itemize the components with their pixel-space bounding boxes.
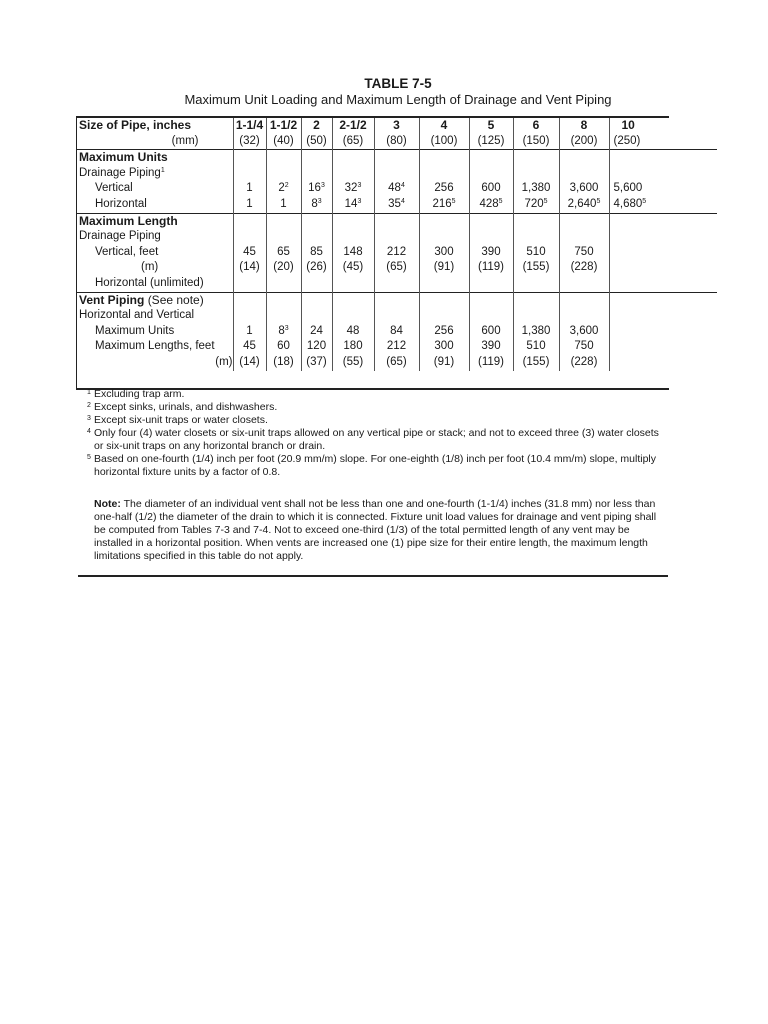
table-cell — [609, 324, 717, 340]
drainage-piping-row — [77, 166, 717, 182]
table-cell: 148 — [332, 245, 374, 261]
table-cell: (37) — [301, 355, 332, 371]
row-label: Horizontal (unlimited) — [95, 276, 204, 289]
bottom-rule — [78, 575, 668, 577]
section-heading: Vent Piping (See note) — [77, 292, 233, 308]
table-note — [94, 498, 668, 563]
table-cell: 45 — [233, 339, 266, 355]
row-label: Horizontal and Vertical — [79, 309, 195, 322]
table-cell: (14) — [233, 260, 266, 276]
table-cell: 85 — [301, 245, 332, 261]
size-mm-cell: (125) — [469, 134, 513, 150]
row-label: Maximum Units — [95, 324, 175, 337]
table-cell: 1 — [233, 181, 266, 197]
table-cell: 256 — [419, 181, 469, 197]
table-cell: 1 — [233, 324, 266, 340]
table-cell: (228) — [559, 260, 609, 276]
note-line: installed in a horizontal position. When vents are increased one (1) pipe size for their entire length, the maximum length — [94, 537, 648, 549]
row-label: Maximum Lengths, feet — [95, 340, 215, 353]
footnote-ref: 5 — [498, 197, 503, 205]
max-units-section-row — [77, 150, 717, 166]
table-row — [77, 181, 717, 197]
table-cell: (119) — [469, 355, 513, 371]
table-cell: 510 — [513, 245, 559, 261]
footnote-ref: 1 — [160, 166, 165, 174]
table-cell: 212 — [374, 339, 419, 355]
footnote-ref: 5 — [543, 197, 548, 205]
table-cell: $8^3$ — [266, 324, 301, 340]
footnote-ref: 5 — [642, 197, 647, 205]
note-line: Note: The diameter of an individual vent shall not be less than one and one-fourth (1-1/4) inches (31.8 mm) nor less than — [94, 498, 656, 510]
size-mm-cell: (32) — [233, 134, 266, 150]
table-cell: 3,600 — [559, 181, 609, 197]
table-cell: (91) — [419, 355, 469, 371]
table-cell: 24 — [301, 324, 332, 340]
table-cell: 1 — [266, 197, 301, 213]
table-number: TABLE 7-5 — [364, 76, 432, 91]
note-label: Note: — [94, 498, 121, 510]
footnote-ref: 3 — [357, 197, 362, 205]
row-label: Drainage Piping — [79, 230, 161, 243]
table-row — [77, 339, 717, 355]
note-line: limitations specified in this table do not apply. — [94, 550, 304, 562]
footnote-ref: 5 — [451, 197, 456, 205]
table-cell: (55) — [332, 355, 374, 371]
size-mm-cell: (200) — [559, 134, 609, 150]
note-line: be computed from Tables 7-3 and 7-4. Not to exceed one-third (1/3) of the total permitted length of any vent may be — [94, 524, 630, 536]
size-mm-cell: (250) — [609, 134, 717, 150]
drainage-piping-row — [77, 229, 717, 245]
row-label: Vertical, feet — [95, 245, 159, 258]
table-row — [77, 355, 717, 371]
row-label: (m) — [215, 355, 233, 368]
note-line: one-half (1/2) the diameter of the drain to which it is connected. Fixture unit load values for drainage and vent piping shall — [94, 511, 657, 523]
table-title-block — [78, 76, 718, 108]
table-cell: 390 — [469, 339, 513, 355]
table-cell: 60 — [266, 339, 301, 355]
table-cell: 45 — [233, 245, 266, 261]
table-row — [77, 197, 717, 213]
size-header-row — [77, 118, 717, 134]
table-cell: (26) — [301, 260, 332, 276]
size-mm-cell: (65) — [332, 134, 374, 150]
footnote-ref: 3 — [320, 182, 325, 190]
table-cell: $720^5$ — [513, 197, 559, 213]
size-mm-row — [77, 134, 717, 150]
footnote-marker: 4 — [87, 428, 91, 435]
footnote-line: or six-unit traps on any horizontal branch or drain. — [94, 440, 326, 452]
size-cell: 2-1/2 — [332, 118, 374, 134]
table-cell — [609, 355, 717, 371]
table-cell: 600 — [469, 181, 513, 197]
table-row — [77, 308, 717, 324]
footnote-ref: 2 — [284, 182, 289, 190]
footnote-ref: 3 — [357, 182, 362, 190]
table-cell: $16^3$ — [301, 181, 332, 197]
table-cell: 390 — [469, 245, 513, 261]
table-cell: 510 — [513, 339, 559, 355]
section-heading: Maximum Length — [77, 213, 233, 229]
footnote-line: 5 Based on one-fourth (1/4) inch per foot (20.9 mm/m) slope. For one-eighth (1/8) inch per foot (10.4 mm/m) slope, multiply — [87, 453, 657, 465]
table-cell: 3,600 — [559, 324, 609, 340]
table-cell: $428^5$ — [469, 197, 513, 213]
size-cell: 10 — [609, 118, 717, 134]
table-cell: (18) — [266, 355, 301, 371]
size-mm-cell: (150) — [513, 134, 559, 150]
footnote-line: horizontal fixture units by a factor of 0.8. — [94, 466, 281, 478]
size-cell: 2 — [301, 118, 332, 134]
table-cell: 1 — [233, 197, 266, 213]
footnote-line: 1 Excluding trap arm. — [87, 388, 185, 400]
table-cell — [609, 245, 717, 261]
table-cell: $8^3$ — [301, 197, 332, 213]
size-cell: 3 — [374, 118, 419, 134]
table-caption: Maximum Unit Loading and Maximum Length of Drainage and Vent Piping — [184, 92, 612, 107]
table-cell — [609, 339, 717, 355]
size-cell: 1-1/4 — [233, 118, 266, 134]
max-length-section-row — [77, 213, 717, 229]
vent-section-row — [77, 292, 717, 308]
section-heading: Maximum Units — [77, 150, 233, 166]
table-frame — [76, 116, 669, 390]
size-mm-label: (mm) — [171, 134, 199, 147]
table-cell: (14) — [233, 355, 266, 371]
table-cell: 2,640$^5$ — [559, 197, 609, 213]
table-cell: $32^3$ — [332, 181, 374, 197]
table-row — [77, 276, 717, 292]
table-cell: 65 — [266, 245, 301, 261]
footnote-marker: 1 — [87, 389, 91, 396]
table-cell: (91) — [419, 260, 469, 276]
table-cell: $48^4$ — [374, 181, 419, 197]
table-cell: 256 — [419, 324, 469, 340]
table-cell: 600 — [469, 324, 513, 340]
table-cell: (45) — [332, 260, 374, 276]
footnote-line: 2 Except sinks, urinals, and dishwashers. — [87, 401, 278, 413]
table-cell: 84 — [374, 324, 419, 340]
table-cell: 300 — [419, 245, 469, 261]
table-row — [77, 245, 717, 261]
table-cell: (155) — [513, 355, 559, 371]
table-row — [77, 260, 717, 276]
size-cell: 4 — [419, 118, 469, 134]
table-cell: 180 — [332, 339, 374, 355]
row-label: Horizontal — [95, 197, 147, 210]
table-cell: (119) — [469, 260, 513, 276]
size-cell: 1-1/2 — [266, 118, 301, 134]
table-cell: (20) — [266, 260, 301, 276]
table-cell: (65) — [374, 355, 419, 371]
row-label: Vertical — [95, 182, 133, 195]
table-cell: 5,600 — [609, 181, 717, 197]
footnotes — [87, 388, 668, 479]
footnote-marker: 3 — [87, 415, 91, 422]
table-cell: 4,680$^5$ — [609, 197, 717, 213]
size-cell: 8 — [559, 118, 609, 134]
footnote-ref: 3 — [284, 324, 289, 332]
table-cell — [609, 260, 717, 276]
footnote-ref: 5 — [596, 197, 601, 205]
table-cell: 1,380 — [513, 324, 559, 340]
table-cell: (228) — [559, 355, 609, 371]
size-cell: 5 — [469, 118, 513, 134]
footnote-ref: 3 — [317, 197, 322, 205]
size-mm-cell: (40) — [266, 134, 301, 150]
table-cell: 120 — [301, 339, 332, 355]
footnote-line: 3 Except six-unit traps or water closets. — [87, 414, 268, 426]
footnote-marker: 5 — [87, 454, 91, 461]
table-cell: 48 — [332, 324, 374, 340]
table-cell: 300 — [419, 339, 469, 355]
table-cell: 750 — [559, 339, 609, 355]
footnote-ref: 4 — [400, 182, 405, 190]
table-row — [77, 324, 717, 340]
footnote-marker: 2 — [87, 402, 91, 409]
table-cell: 750 — [559, 245, 609, 261]
table-cell: $35^4$ — [374, 197, 419, 213]
table-cell: 1,380 — [513, 181, 559, 197]
row-label: Drainage Piping$^1$ — [79, 166, 165, 179]
footnote-line: 4 Only four (4) water closets or six-unit traps allowed on any vertical pipe or stack; and not to exceed three (3) water closets — [87, 427, 659, 439]
pipe-table — [77, 118, 717, 371]
size-cell: 6 — [513, 118, 559, 134]
table-cell: $216^5$ — [419, 197, 469, 213]
row-label: (m) — [141, 261, 159, 274]
size-mm-cell: (100) — [419, 134, 469, 150]
footnote-ref: 4 — [400, 197, 405, 205]
table-cell: $14^3$ — [332, 197, 374, 213]
table-cell: (65) — [374, 260, 419, 276]
size-mm-cell: (80) — [374, 134, 419, 150]
table-cell: (155) — [513, 260, 559, 276]
size-mm-cell: (50) — [301, 134, 332, 150]
size-header-label: Size of Pipe, inches — [79, 118, 192, 132]
table-cell: $2^2$ — [266, 181, 301, 197]
table-cell: 212 — [374, 245, 419, 261]
